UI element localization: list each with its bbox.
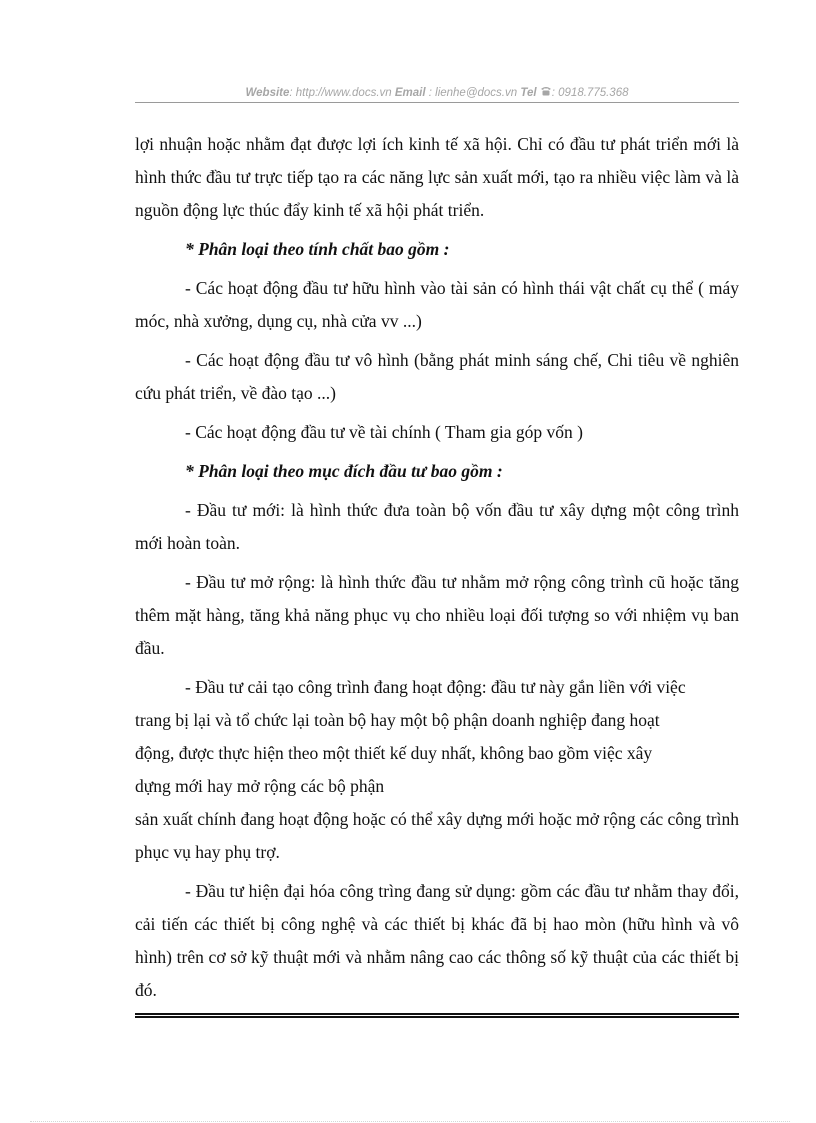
tel-value: : 0918.775.368 <box>551 87 629 99</box>
phone-icon <box>540 86 552 99</box>
page-edge-dots <box>30 1121 790 1122</box>
paragraph: - Các hoạt động đầu tư về tài chính ( Tham gia góp vốn ) <box>185 422 583 442</box>
paragraph-line: dựng mới hay mở rộng các bộ phận <box>135 776 385 796</box>
paragraph: sản xuất chính đang hoạt động hoặc có thể xây dựng mới hoặc mở rộng các công trình phục vụ hay phụ trợ. <box>135 809 739 862</box>
footer-double-rule <box>135 1013 739 1018</box>
email-value: : lienhe@docs.vn <box>428 87 518 99</box>
email-label: Email <box>394 87 426 99</box>
website-value: : http://www.docs.vn <box>289 87 392 99</box>
paragraph: - Đầu tư mới: là hình thức đưa toàn bộ vốn đầu tư xây dựng một công trình mới hoàn toàn. <box>135 500 739 553</box>
page-header <box>135 86 739 99</box>
tel-label: Tel <box>520 87 537 99</box>
paragraph-line: trang bị lại và tổ chức lại toàn bộ hay một bộ phận doanh nghiệp đang hoạt <box>135 710 660 730</box>
header-divider <box>135 102 739 103</box>
paragraph: - Các hoạt động đầu tư vô hình (bằng phát minh sáng chế, Chi tiêu về nghiên cứu phát triển, về đào tạo ...) <box>135 350 739 403</box>
section-heading: * Phân loại theo tính chất bao gồm : <box>185 239 450 259</box>
website-label: Website <box>245 87 290 99</box>
document-body <box>135 128 739 1013</box>
paragraph-line: động, được thực hiện theo một thiết kế duy nhất, không bao gồm việc xây <box>135 743 653 763</box>
paragraph: - Đầu tư hiện đại hóa công trìng đang sử dụng: gồm các đầu tư nhằm thay đổi, cải tiến các thiết bị công nghệ và các thiết bị khác đã bị hao mòn (hữu hình và vô hình) trên cơ sở kỹ thuật mới và nhằm nâng cao các thông số kỹ thuật của các thiết bị đó. <box>135 881 739 1000</box>
paragraph: - Đầu tư mở rộng: là hình thức đầu tư nhằm mở rộng công trình cũ hoặc tăng thêm mặt hàng, tăng khả năng phục vụ cho nhiều loại đối tượng so với nhiệm vụ ban đầu. <box>135 572 739 658</box>
section-heading: * Phân loại theo mục đích đầu tư bao gồm : <box>185 461 503 481</box>
paragraph: lợi nhuận hoặc nhằm đạt được lợi ích kinh tế xã hội. Chỉ có đầu tư phát triển mới là hình thức đầu tư trực tiếp tạo ra các năng lực sản xuất mới, tạo ra nhiều việc làm và là nguồn động lực thúc đẩy kinh tế xã hội phát triển. <box>135 134 739 220</box>
paragraph-line: - Đầu tư cải tạo công trình đang hoạt động: đầu tư này gắn liền với việc <box>185 677 686 697</box>
paragraph: - Các hoạt động đầu tư hữu hình vào tài sản có hình thái vật chất cụ thể ( máy móc, nhà xưởng, dụng cụ, nhà cửa vv ...) <box>135 278 739 331</box>
